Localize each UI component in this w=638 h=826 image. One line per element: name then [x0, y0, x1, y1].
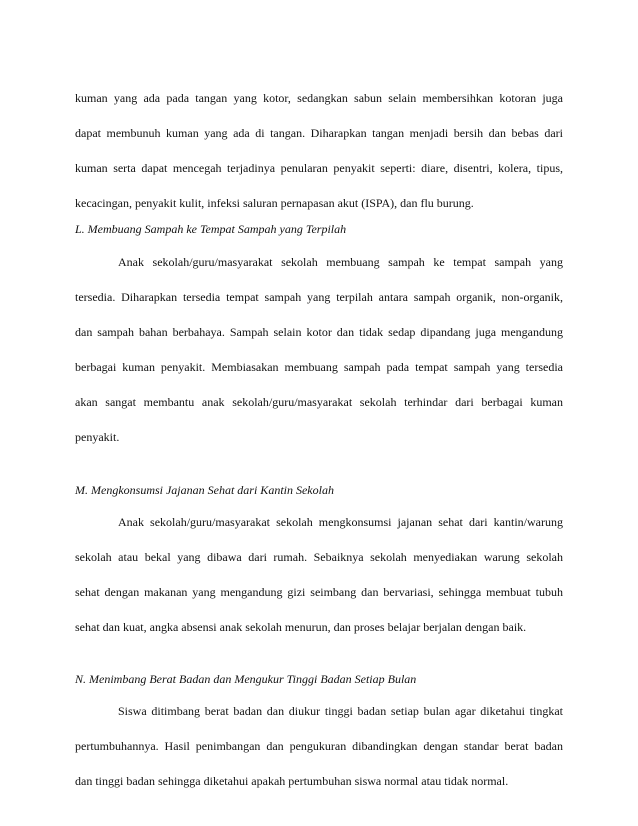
paragraph-line: penyakit.: [75, 430, 120, 444]
paragraph-line: dan tinggi badan sehingga diketahui apakah pertumbuhan siswa normal atau tidak normal.: [75, 774, 509, 788]
paragraph-line: tersedia. Diharapkan tersedia tempat sampah yang terpilah antara sampah organik, non-organik,: [75, 290, 563, 304]
paragraph-line: pertumbuhannya. Hasil penimbangan dan pengukuran dibandingkan dengan standar berat badan: [75, 739, 563, 753]
section-heading-l: L. Membuang Sampah ke Tempat Sampah yang Terpilah: [75, 222, 347, 236]
paragraph-line: akan sangat membantu anak sekolah/guru/masyarakat sekolah terhindar dari berbagai kuman: [75, 395, 563, 409]
paragraph-line: kuman serta dapat mencegah terjadinya penularan penyakit seperti: diare, disentri, kolera, tipus,: [75, 161, 563, 175]
paragraph-line: Anak sekolah/guru/masyarakat sekolah membuang sampah ke tempat sampah yang: [118, 255, 563, 269]
section-heading-m: M. Mengkonsumsi Jajanan Sehat dari Kantin Sekolah: [75, 483, 334, 497]
paragraph-line: dapat membunuh kuman yang ada di tangan. Diharapkan tangan menjadi bersih dan bebas dari: [75, 126, 563, 140]
section-heading-n: N. Menimbang Berat Badan dan Mengukur Tinggi Badan Setiap Bulan: [75, 672, 417, 686]
paragraph-line: kuman yang ada pada tangan yang kotor, sedangkan sabun selain membersihkan kotoran juga: [75, 91, 563, 105]
paragraph-line: Anak sekolah/guru/masyarakat sekolah mengkonsumsi jajanan sehat dari kantin/warung: [118, 515, 563, 529]
paragraph-line: kecacingan, penyakit kulit, infeksi saluran pernapasan akut (ISPA), dan flu burung.: [75, 196, 474, 210]
paragraph-line: berbagai kuman penyakit. Membiasakan membuang sampah pada tempat sampah yang tersedia: [75, 360, 563, 374]
paragraph-line: dan sampah bahan berbahaya. Sampah selain kotor dan tidak sedap dipandang juga mengandung: [75, 325, 563, 339]
paragraph-line: sehat dengan makanan yang mengandung gizi seimbang dan bervariasi, sehingga membuat tubuh: [75, 585, 563, 599]
paragraph-line: sehat dan kuat, angka absensi anak sekolah menurun, dan proses belajar berjalan dengan baik.: [75, 620, 527, 634]
paragraph-line: Siswa ditimbang berat badan dan diukur tinggi badan setiap bulan agar diketahui tingkat: [118, 704, 563, 718]
paragraph-line: sekolah atau bekal yang dibawa dari rumah. Sebaiknya sekolah menyediakan warung sekolah: [75, 550, 563, 564]
